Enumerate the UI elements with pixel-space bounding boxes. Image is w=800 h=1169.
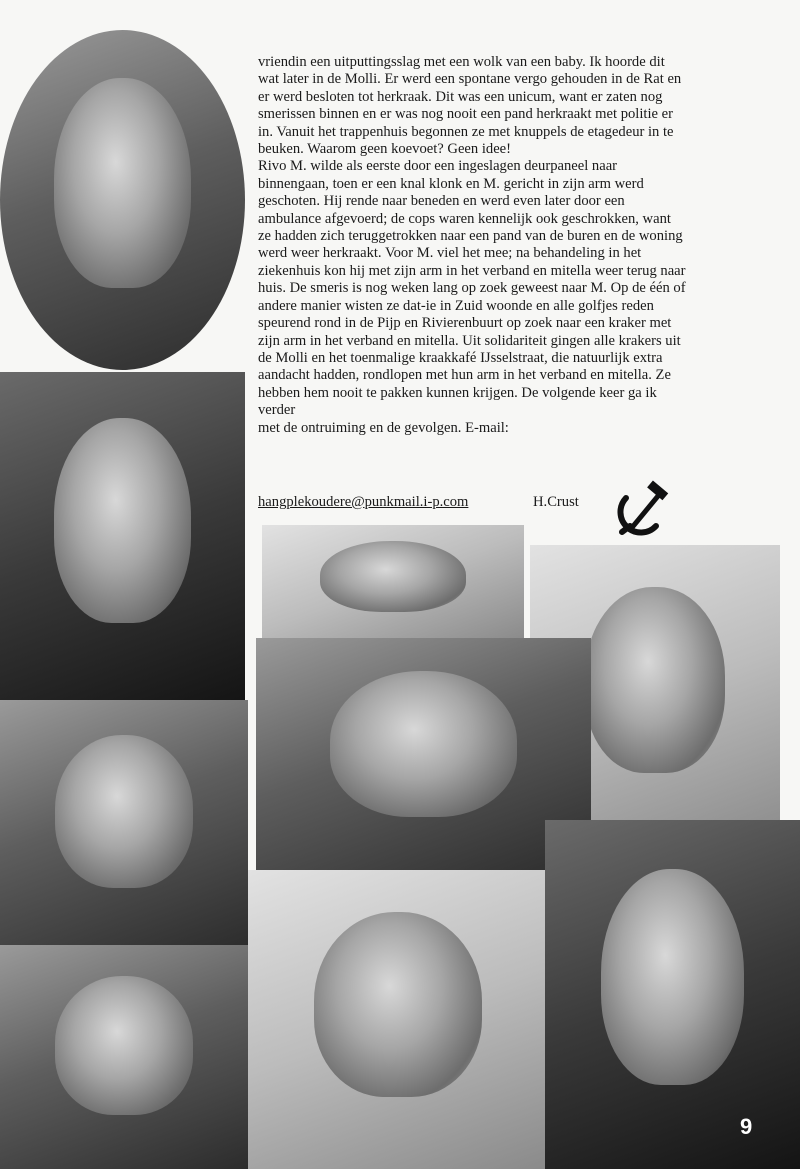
article-text (258, 54, 768, 437)
hammer-and-sickle-icon (612, 480, 672, 540)
page-number: 9 (740, 1114, 753, 1139)
portrait-photo-castro (256, 638, 591, 873)
article-closing-line: met de ontruiming en de gevolgen. E-mail: (258, 419, 509, 436)
portrait-photo-moustache (262, 525, 524, 640)
email-link[interactable]: hangplekoudere@punkmail.i-p.com (258, 494, 469, 510)
portrait-photo-woman-sunglasses (545, 820, 800, 1169)
portrait-photo-lenin (0, 30, 245, 370)
article-paragraph: vriendin een uitputtingsslag met een wolk van een baby. Ik hoorde dit wat later in de Molli. Er werd een spontane vergo gehouden in de Rat en er werd besloten tot herkraak. Dit was een unicum, want er zaten nog smerissen binnen en er was nog nooit een pand herkraakt met politie er in. Vanuit het trappenhuis begonnen ze met knuppels de etagedeur in te beuken. Waarom geen koevoet? Geen idee! (258, 54, 682, 158)
portrait-photo-keffiyeh-man (248, 870, 548, 1169)
author-signature: H.Crust (533, 494, 579, 510)
signature-row (258, 494, 658, 511)
portrait-photo-ho-chi-minh (0, 700, 248, 948)
article-paragraph: Rivo M. wilde als eerste door een ingeslagen deurpaneel naar binnengaan, toen er een knal klonk en M. gericht in zijn arm werd geschoten. Hij rende naar beneden en werd even later door een ambulance afgevoerd; de cops waren kennelijk ook geschrokken, want ze hadden zich teruggetrokken naar een pand van de buren en de woning werd weer herkraakt. Voor M. viel het mee; na behandeling in het ziekenhuis kon hij met zijn arm in het verband en mitella weer terug naar huis. De smeris is nog weken lang op zoek geweest naar M. Op de één of andere manier wisten ze dat-ie in Zuid woonde en alle golfjes reden speurend rond in de Pijp en Rivierenbuurt op zoek naar een kraker met zijn arm in het verband en mitella. Uit solidariteit gingen alle krakers uit de Molli en het toenmalige kraakkafé IJsselstraat, die natuurlijk extra aandacht hadden, rondlopen met hun arm in het verband en mitella. Ze hebben hem nooit te pakken kunnen krijgen. De volgende keer ga ik verder (258, 158, 686, 419)
portrait-photo-mao (0, 945, 248, 1169)
portrait-photo-bald-man (0, 372, 245, 702)
